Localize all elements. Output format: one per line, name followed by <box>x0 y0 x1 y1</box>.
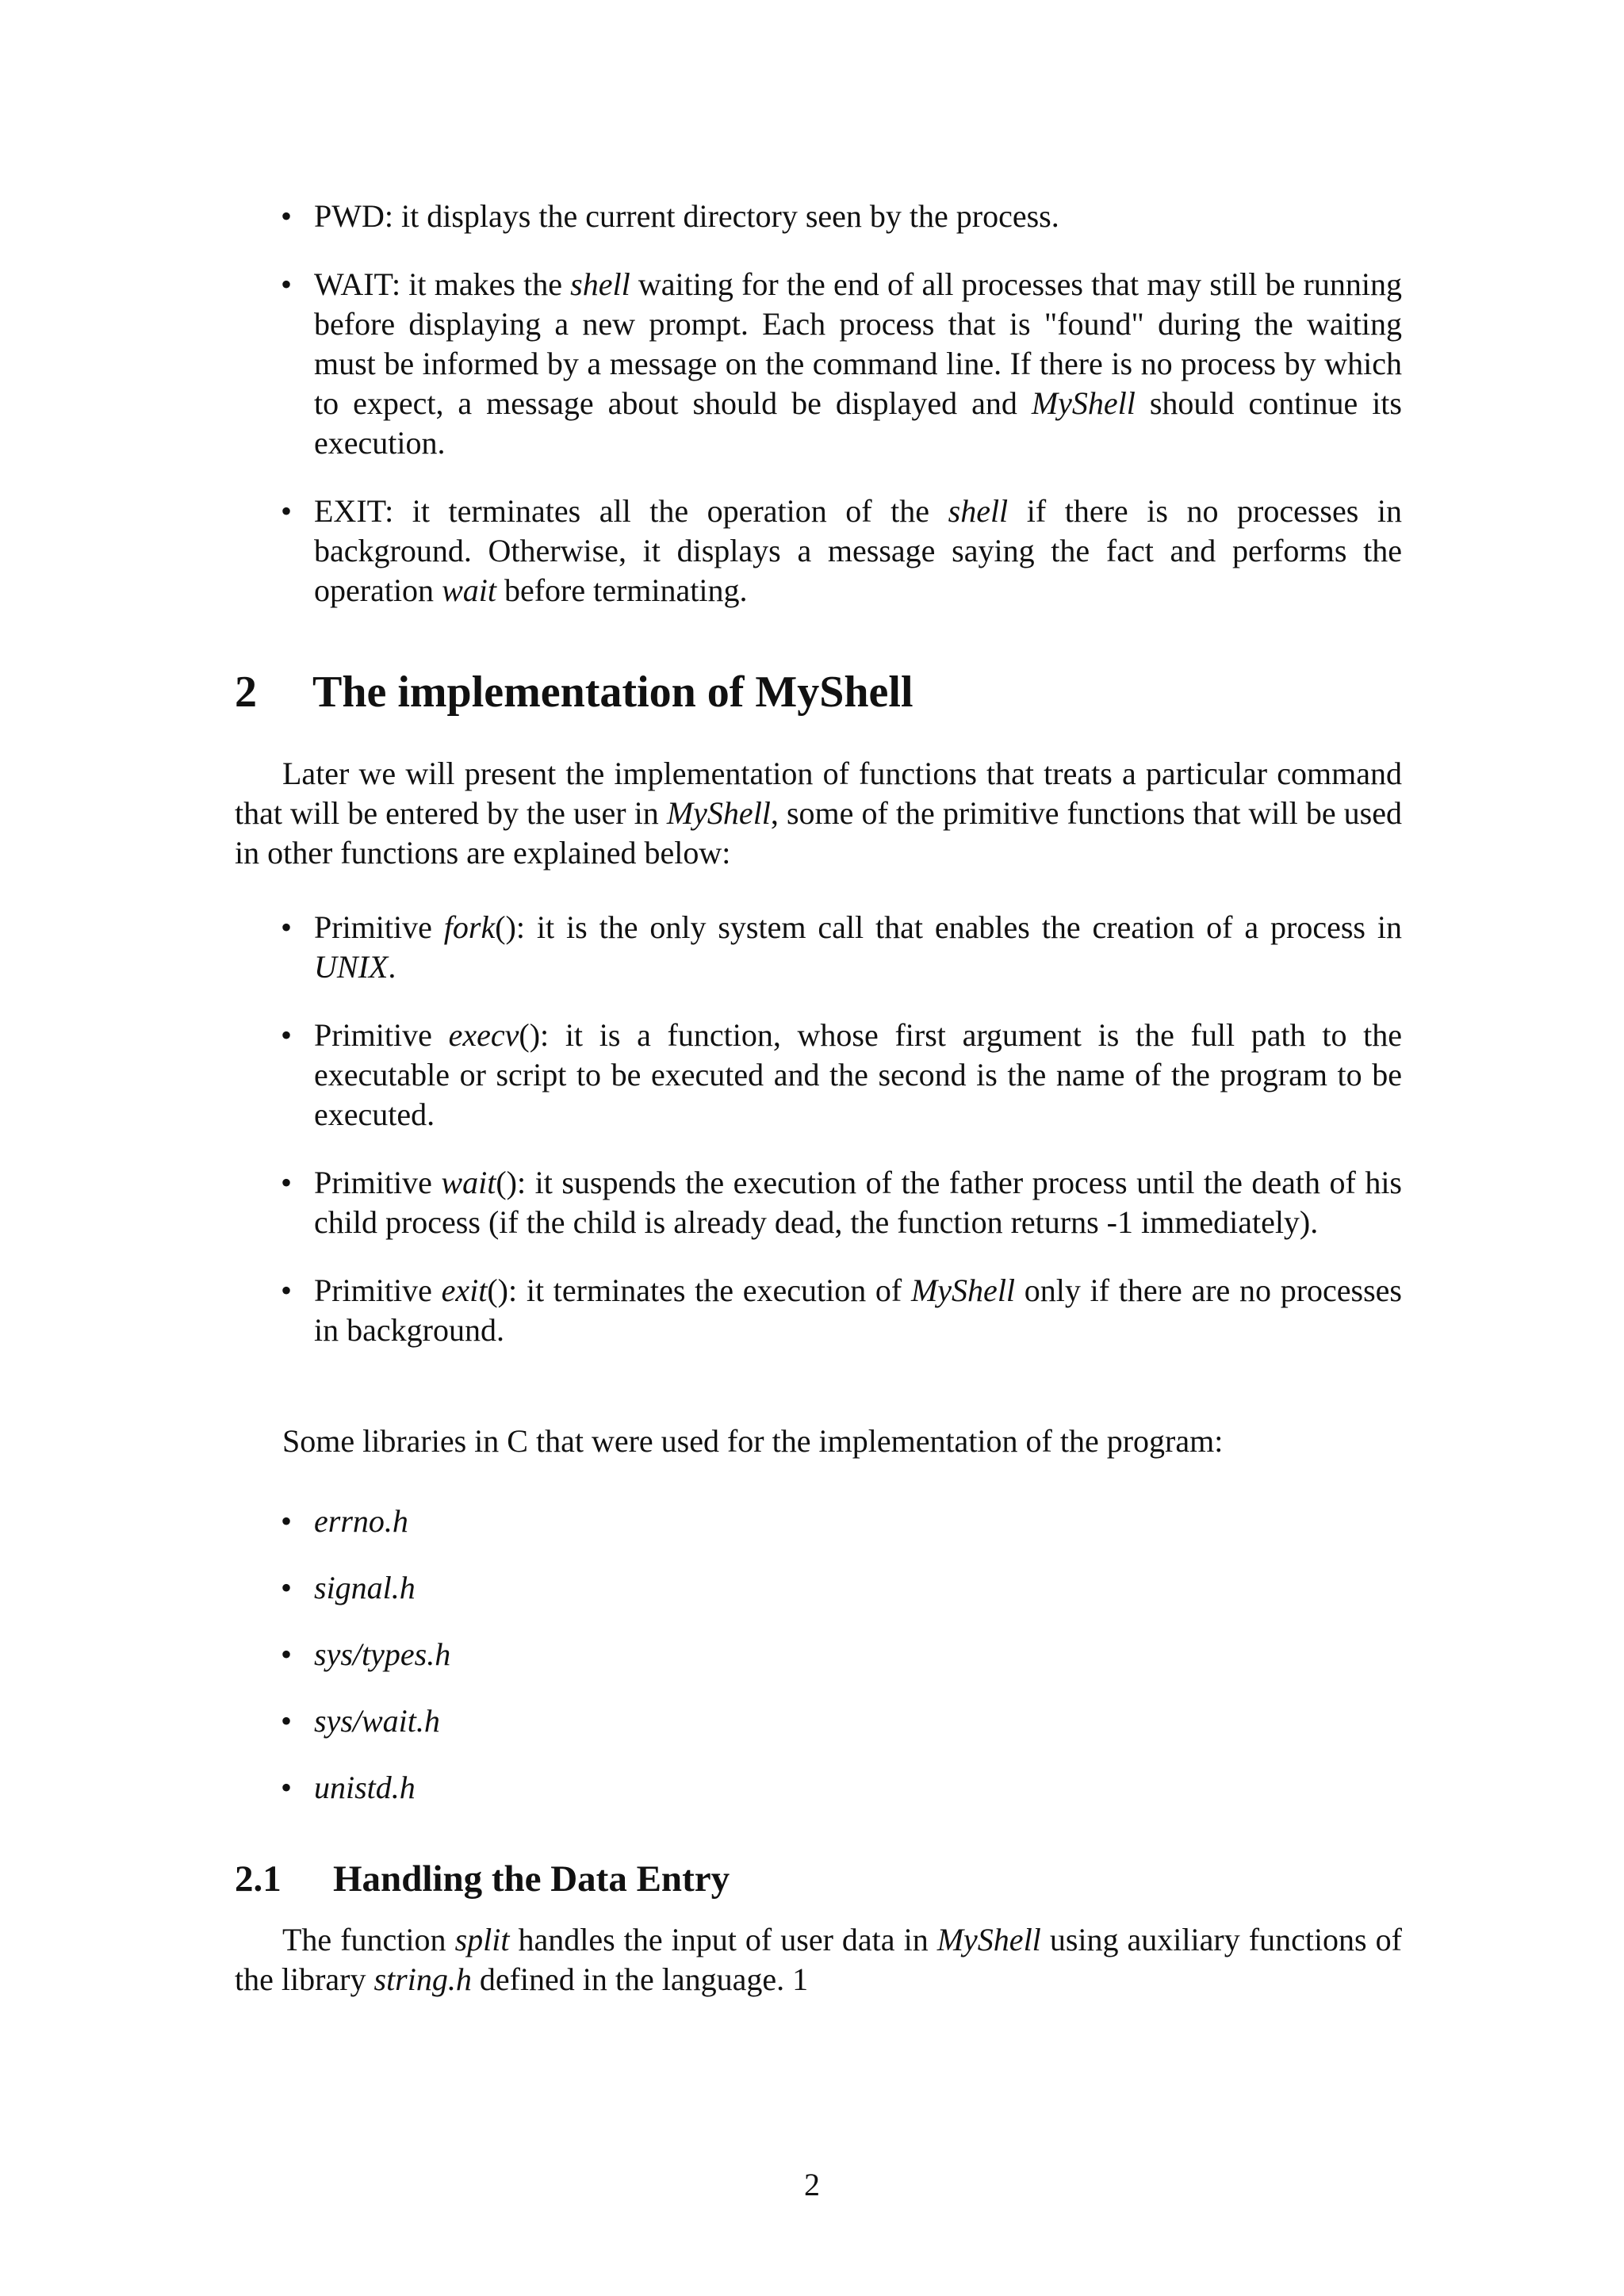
emphasis-text: fork <box>443 909 496 945</box>
text-run: , some of the primitive functions that will be used in other functions are explained below: <box>235 795 1402 871</box>
bullet-item <box>235 197 1402 236</box>
libraries-bullet-list <box>235 1502 1402 1808</box>
primitives-block <box>235 908 1402 1379</box>
emphasis-text: MyShell <box>1031 385 1136 421</box>
bullet-item <box>235 1016 1402 1135</box>
bullet-item <box>235 265 1402 463</box>
text-run: (): it is the only system call that enables the creation of a process in <box>495 909 1403 945</box>
bullet-item <box>235 1271 1402 1350</box>
library-name: sys/types.h <box>314 1636 451 1672</box>
emphasis-text: shell <box>570 266 630 302</box>
text-run: The function <box>282 1922 455 1957</box>
page-number: 2 <box>804 2167 820 2202</box>
top-bullet-list-block <box>235 197 1402 639</box>
library-name: signal.h <box>314 1570 416 1605</box>
library-item <box>235 1502 1402 1541</box>
text-run: waiting for the end of all processes that may still be running before displaying a new prompt. Each process that is "found" during the waiting must be informed by a message on the command line. If there is no process by which to expect, a message about should be displayed and <box>314 266 1402 421</box>
emphasis-text: wait <box>441 1165 496 1200</box>
libraries-block <box>235 1422 1402 1461</box>
section-2-1-heading <box>235 1855 730 1903</box>
emphasis-text: MyShell <box>666 795 771 831</box>
emphasis-text: split <box>454 1922 510 1957</box>
emphasis-text: execv <box>448 1017 519 1053</box>
library-name: sys/wait.h <box>314 1703 440 1739</box>
library-item <box>235 1768 1402 1808</box>
text-run: should continue its execution. <box>314 385 1402 461</box>
text-run: only if there are no processes in background. <box>314 1272 1403 1348</box>
text-run: PWD: it displays the current directory seen by the process. <box>314 198 1059 234</box>
libraries-intro-paragraph: Some libraries in C that were used for the implementation of the program: <box>282 1423 1224 1459</box>
text-run: handles the input of user data in <box>509 1922 937 1957</box>
section-2-1-title: Handling the Data Entry <box>333 1858 730 1900</box>
top-bullet-list <box>235 197 1402 610</box>
section-2-title: The implementation of MyShell <box>312 668 914 717</box>
text-run: WAIT: it makes the <box>314 266 571 302</box>
text-run: (): it suspends the execution of the father process until the death of his child process (if the child is already dead, the function returns -1 immediately). <box>314 1165 1402 1240</box>
bullet-item <box>235 492 1402 610</box>
library-item <box>235 1701 1402 1741</box>
text-run: if there is no processes in background. Otherwise, it displays a message saying the fact and performs the operation <box>314 493 1402 608</box>
text-run: (): it is a function, whose first argument is the full path to the executable or script to be executed and the second is the name of the program to be executed. <box>314 1017 1402 1132</box>
bullet-item <box>235 908 1402 987</box>
text-run: Primitive <box>314 909 444 945</box>
text-run: using auxiliary functions of the library <box>235 1922 1402 1997</box>
section-2-intro-paragraph <box>235 754 1402 873</box>
section-2-1-paragraph <box>235 1920 1402 1999</box>
text-run: (): it terminates the execution of <box>487 1272 911 1308</box>
section-2-1-body <box>235 1920 1402 1999</box>
libraries-list-block <box>235 1502 1402 1835</box>
text-run: Primitive <box>314 1165 442 1200</box>
text-run: Primitive <box>314 1017 449 1053</box>
primitives-bullet-list <box>235 908 1402 1350</box>
emphasis-text: string.h <box>373 1961 472 1997</box>
emphasis-text: UNIX <box>314 949 389 985</box>
emphasis-text: wait <box>442 572 496 608</box>
emphasis-text: MyShell <box>910 1272 1016 1308</box>
text-run: Primitive <box>314 1272 442 1308</box>
emphasis-text: shell <box>948 493 1009 529</box>
emphasis-text: exit <box>441 1272 488 1308</box>
library-item <box>235 1635 1402 1674</box>
library-name: unistd.h <box>314 1770 416 1805</box>
bullet-item <box>235 1163 1402 1242</box>
text-run: Later we will present the implementation of functions that treats a particular command that will be entered by the user in <box>235 756 1402 831</box>
text-run: . <box>388 949 396 985</box>
section-2-heading <box>235 664 914 720</box>
section-2-body <box>235 754 1402 873</box>
text-run: defined in the language. 1 <box>471 1961 809 1997</box>
library-name: errno.h <box>314 1503 408 1539</box>
section-2-1-number: 2.1 <box>235 1858 282 1900</box>
emphasis-text: MyShell <box>936 1922 1041 1957</box>
section-2-number: 2 <box>235 668 257 717</box>
library-item <box>235 1568 1402 1608</box>
text-run: EXIT: it terminates all the operation of the <box>314 493 948 529</box>
text-run: before terminating. <box>496 572 748 608</box>
